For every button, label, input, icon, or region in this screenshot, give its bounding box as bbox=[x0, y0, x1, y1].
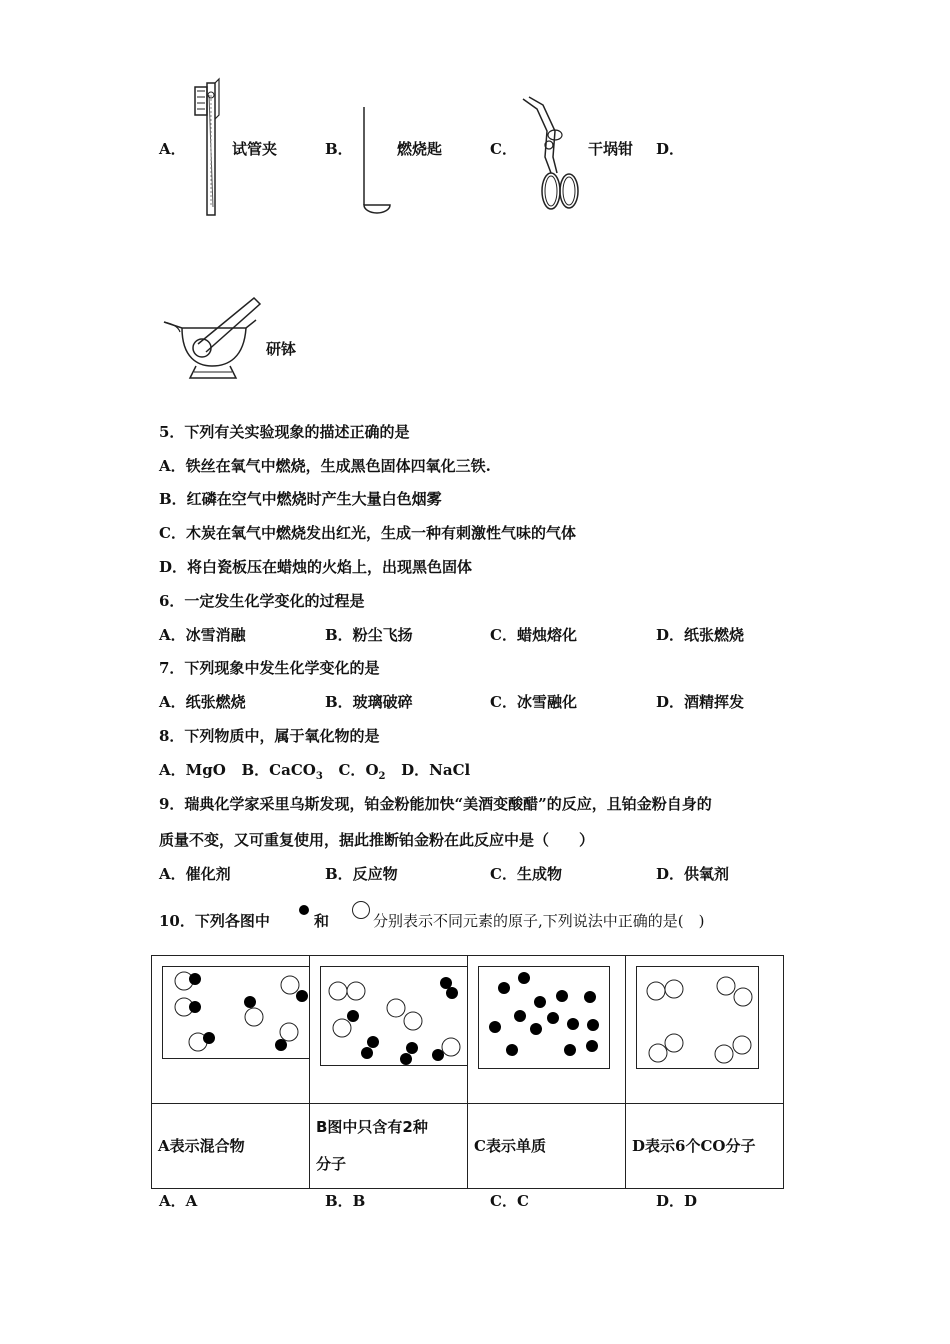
q10-option-d: D．D bbox=[656, 1192, 698, 1210]
black-atom-icon bbox=[298, 904, 310, 916]
q10-panel-d bbox=[626, 956, 784, 1104]
panel-b-particles bbox=[320, 966, 470, 1066]
q7-option-a: A．纸张燃烧 bbox=[159, 693, 246, 711]
white-atom-icon bbox=[351, 900, 371, 920]
mortar-pestle-icon bbox=[160, 292, 264, 384]
q10-stem-and: 和 bbox=[314, 912, 330, 930]
q8-options bbox=[159, 760, 470, 787]
q4-option-c-letter: C． bbox=[490, 140, 517, 158]
q4-option-b-label: 燃烧匙 bbox=[397, 140, 443, 158]
panel-c-particles bbox=[478, 966, 610, 1070]
q8-stem: 8．下列物质中，属于氧化物的是 bbox=[159, 727, 380, 745]
q4-option-d-letter: D． bbox=[656, 140, 685, 158]
q10-stem-pre: 10．下列各图中 bbox=[159, 912, 270, 930]
q8-option-b-prefix: B． bbox=[241, 761, 270, 779]
crucible-tongs-icon bbox=[517, 95, 587, 217]
q4-option-d-label: 研钵 bbox=[266, 340, 297, 358]
q10-caption-row bbox=[152, 1104, 784, 1189]
panel-a-particles bbox=[162, 966, 312, 1060]
q10-caption-a-text: A表示混合物 bbox=[158, 1136, 245, 1155]
q10-caption-a bbox=[152, 1104, 310, 1189]
panel-d-particles bbox=[636, 966, 760, 1070]
q8-option-c bbox=[338, 761, 386, 782]
q7-option-c: C．冰雪融化 bbox=[490, 693, 577, 711]
q4-option-b-letter: B． bbox=[325, 140, 353, 158]
q7-option-b: B．玻璃破碎 bbox=[325, 693, 413, 711]
q10-option-b: B．B bbox=[325, 1192, 366, 1210]
test-tube-holder-icon bbox=[193, 75, 223, 217]
q6-option-c: C．蜡烛熔化 bbox=[490, 626, 577, 644]
q7-option-d: D．酒精挥发 bbox=[656, 693, 745, 711]
q6-option-a: A．冰雪消融 bbox=[159, 626, 246, 644]
q10-caption-c-text: C表示单质 bbox=[474, 1136, 546, 1155]
q10-caption-b bbox=[310, 1104, 468, 1189]
q6-option-b: B．粉尘飞扬 bbox=[325, 626, 413, 644]
q8-option-b-formula: CaCO bbox=[269, 761, 316, 779]
q5-option-a: A．铁丝在氧气中燃烧，生成黑色固体四氧化三铁. bbox=[159, 457, 491, 475]
q5-option-b: B．红磷在空气中燃烧时产生大量白色烟雾 bbox=[159, 490, 442, 508]
q10-caption-b-line1: B图中只含有2种 bbox=[316, 1118, 428, 1136]
q10-stem-post: 分别表示不同元素的原子,下列说法中正确的是( ) bbox=[373, 912, 705, 930]
q8-option-c-subscript: 2 bbox=[378, 771, 386, 782]
q7-stem: 7．下列现象中发生化学变化的是 bbox=[159, 659, 380, 677]
q9-option-c: C．生成物 bbox=[490, 865, 562, 883]
q9-stem-line2: 质量不变，又可重复使用，据此推断铂金粉在此反应中是（ ） bbox=[159, 831, 595, 849]
q10-panel-a bbox=[152, 956, 310, 1104]
q9-option-b: B．反应物 bbox=[325, 865, 398, 883]
q10-caption-d-text: D表示6个CO分子 bbox=[632, 1136, 756, 1155]
q10-diagram-table bbox=[151, 955, 784, 1189]
q9-option-a: A．催化剂 bbox=[159, 865, 231, 883]
q10-panel-b bbox=[310, 956, 468, 1104]
q6-stem: 6．一定发生化学变化的过程是 bbox=[159, 592, 365, 610]
q8-option-c-prefix: C． bbox=[338, 761, 366, 779]
q10-option-a: A．A bbox=[159, 1192, 198, 1210]
q9-option-d: D．供氧剂 bbox=[656, 865, 730, 883]
q9-stem-line1: 9．瑞典化学家采里乌斯发现，铂金粉能加快“美酒变酸醋”的反应，且铂金粉自身的 bbox=[159, 795, 712, 813]
q4-option-a-label: 试管夹 bbox=[232, 140, 278, 158]
q5-option-d: D．将白瓷板压在蜡烛的火焰上，出现黑色固体 bbox=[159, 558, 473, 576]
q8-option-b-subscript: 3 bbox=[315, 771, 323, 782]
q10-caption-b-line2: 分子 bbox=[316, 1155, 347, 1173]
q8-option-a: A．MgO bbox=[159, 761, 226, 779]
q4-option-c-label: 干埚钳 bbox=[588, 140, 634, 158]
q10-caption-c bbox=[468, 1104, 626, 1189]
q5-option-c: C．木炭在氧气中燃烧发出红光，生成一种有刺激性气味的气体 bbox=[159, 524, 576, 542]
q10-diagram-row bbox=[152, 956, 784, 1104]
q10-option-c: C．C bbox=[490, 1192, 529, 1210]
q10-panel-c bbox=[468, 956, 626, 1104]
q8-option-d: D．NaCl bbox=[401, 761, 471, 779]
q10-caption-d bbox=[626, 1104, 784, 1189]
q8-option-c-formula: O bbox=[365, 761, 379, 779]
q6-option-d: D．纸张燃烧 bbox=[656, 626, 745, 644]
q8-option-b bbox=[241, 761, 323, 782]
q5-stem: 5．下列有关实验现象的描述正确的是 bbox=[159, 423, 410, 441]
q4-option-a-letter: A． bbox=[159, 140, 186, 158]
combustion-spoon-icon bbox=[358, 105, 394, 217]
